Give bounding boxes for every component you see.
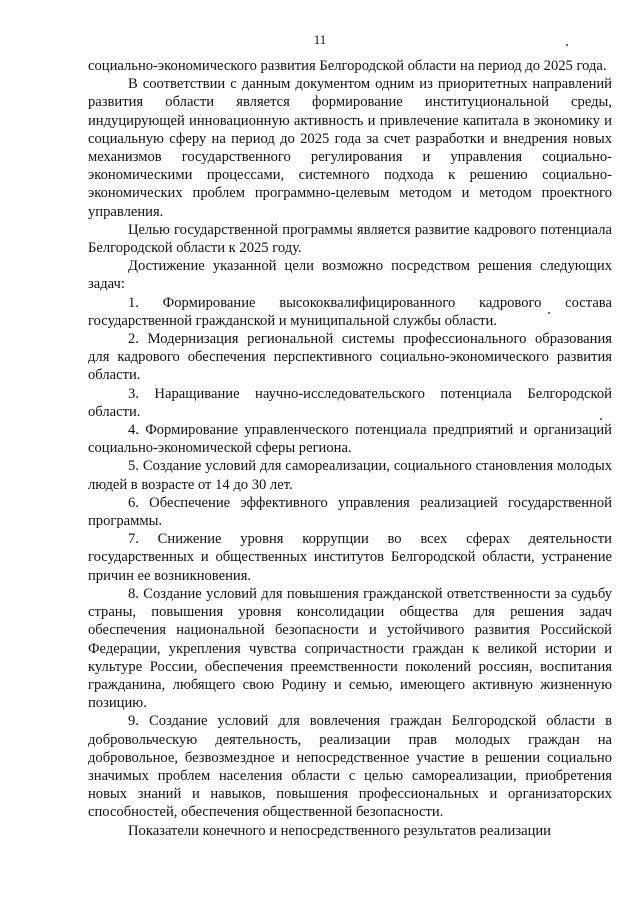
- paragraph-indicators: Показатели конечного и непосредственного результатов реализации: [128, 822, 551, 839]
- paragraph-tasks-intro: Достижение указанной цели возможно посредством решения следующих задач:: [88, 258, 612, 293]
- paragraph-priority-directions: В соответствии с данным документом одним из приоритетных направлений развития области является формирование институциональной среды, индуцирующей инновационную активность и привлечение капитала в экономику и социальную сферу на период до 2025 года за счет разработки и внедрения новых механизмов государственного регулирования и управления социально-экономическими процессами, системного подхода к решению социально-экономических проблем программно-целевым методом и методом проектного управления.: [88, 76, 612, 220]
- task-item-7: 7. Снижение уровня коррупции во всех сферах деятельности государственных и общественных институтов Белгородской области, устранение причин ее возникновения.: [88, 531, 612, 584]
- paragraph-program-goal: Целью государственной программы является развитие кадрового потенциала Белгородской области к 2025 году.: [88, 221, 612, 257]
- page-number: 11: [313, 32, 327, 47]
- task-item-2: 2. Модернизация региональной системы профессионального образования для кадрового обеспечения перспективного социально-экономического развития области.: [88, 331, 612, 384]
- scan-speck: [600, 418, 602, 420]
- body-text: [88, 57, 612, 840]
- scan-speck: [566, 44, 568, 46]
- task-item-4: 4. Формирование управленческого потенциала предприятий и организаций социально-экономической сферы региона.: [88, 422, 612, 457]
- paragraph-continuation: социально-экономического развития Белгородской области на период до 2025 года.: [88, 58, 607, 74]
- scan-speck: [548, 312, 550, 314]
- task-item-8: 8. Создание условий для повышения гражданской ответственности за судьбу страны, повышения уровня консолидации общества для решения задач обеспечения национальной безопасности и устойчивого развития Российской Федерации, укрепления чувства сопричастности граждан к великой истории и культуре России, обеспечения преемственности поколений россиян, воспитания гражданина, любящего свою Родину и семью, имеющего активную жизненную позицию.: [88, 585, 612, 712]
- task-item-6: 6. Обеспечение эффективного управления реализацией государственной программы.: [88, 494, 612, 530]
- task-item-5: 5. Создание условий для самореализации, социального становления молодых людей в возрасте от 14 до 30 лет.: [88, 458, 612, 493]
- task-item-3: 3. Наращивание научно-исследовательского потенциала Белгородской области.: [88, 385, 612, 420]
- task-item-9: 9. Создание условий для вовлечения граждан Белгородской области в добровольческую деятельность, реализации прав молодых граждан на добровольное, безвозмездное и непосредственное участие в решении социально значимых проблем населения области с целью самореализации, приобретения новых знаний и навыков, повышения профессиональных и организаторских способностей, обеспечения общественной безопасности.: [88, 713, 612, 821]
- task-item-1: 1. Формирование высококвалифицированного кадрового состава государственной гражданской и муниципальной службы области.: [88, 294, 612, 329]
